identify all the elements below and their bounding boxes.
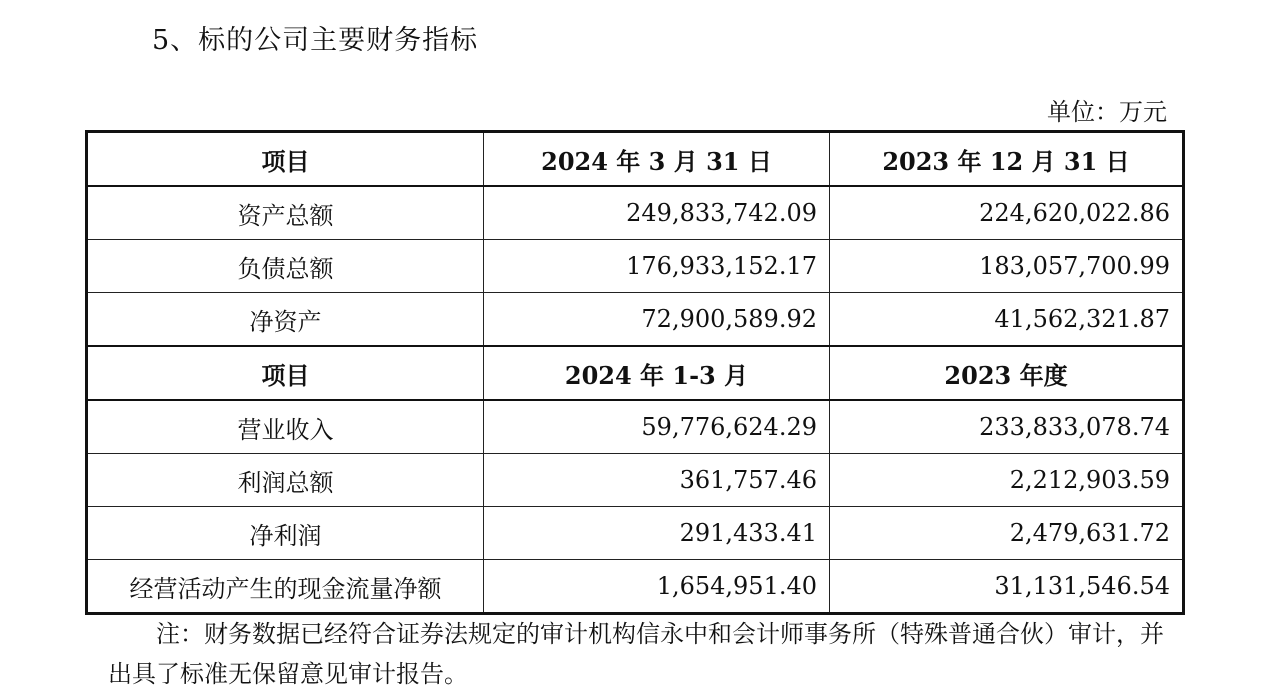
table-row — [87, 560, 1184, 614]
cell-value: 72,900,589.92 — [484, 293, 830, 347]
cell-value: 224,620,022.86 — [830, 186, 1184, 240]
row-label: 营业收入 — [87, 400, 484, 454]
cell-value: 2,479,631.72 — [830, 507, 1184, 560]
cell-value: 176,933,152.17 — [484, 240, 830, 293]
unit-label: 单位：万元 — [1047, 98, 1167, 126]
row-label: 净利润 — [87, 507, 484, 560]
section-title: 5、标的公司主要财务指标 — [152, 25, 479, 56]
table-row — [87, 507, 1184, 560]
table-row — [87, 293, 1184, 347]
header-cell-item: 项目 — [87, 132, 484, 187]
header-cell-2023-year: 2023 年度 — [830, 346, 1184, 400]
cell-value: 183,057,700.99 — [830, 240, 1184, 293]
table-row — [87, 240, 1184, 293]
table-row — [87, 186, 1184, 240]
header-cell-2024-q1-end: 2024 年 3 月 31 日 — [484, 132, 830, 187]
row-label: 资产总额 — [87, 186, 484, 240]
cell-value: 31,131,546.54 — [830, 560, 1184, 614]
table-row — [87, 454, 1184, 507]
cell-value: 233,833,078.74 — [830, 400, 1184, 454]
row-label: 净资产 — [87, 293, 484, 347]
cell-value: 291,433.41 — [484, 507, 830, 560]
cell-value: 59,776,624.29 — [484, 400, 830, 454]
cell-value: 361,757.46 — [484, 454, 830, 507]
row-label: 负债总额 — [87, 240, 484, 293]
cell-value: 2,212,903.59 — [830, 454, 1184, 507]
balance-header-row — [87, 132, 1184, 187]
financial-indicators-table — [85, 130, 1185, 615]
audit-note: 注：财务数据已经符合证券法规定的审计机构信永中和会计师事务所（特殊普通合伙）审计，并出具了标准无保留意见审计报告。 — [108, 620, 1164, 688]
cell-value: 41,562,321.87 — [830, 293, 1184, 347]
header-cell-item: 项目 — [87, 346, 484, 400]
income-header-row — [87, 346, 1184, 400]
table-row — [87, 400, 1184, 454]
header-cell-2023-year-end: 2023 年 12 月 31 日 — [830, 132, 1184, 187]
cell-value: 1,654,951.40 — [484, 560, 830, 614]
row-label: 经营活动产生的现金流量净额 — [87, 560, 484, 614]
header-cell-2024-q1: 2024 年 1-3 月 — [484, 346, 830, 400]
cell-value: 249,833,742.09 — [484, 186, 830, 240]
row-label: 利润总额 — [87, 454, 484, 507]
